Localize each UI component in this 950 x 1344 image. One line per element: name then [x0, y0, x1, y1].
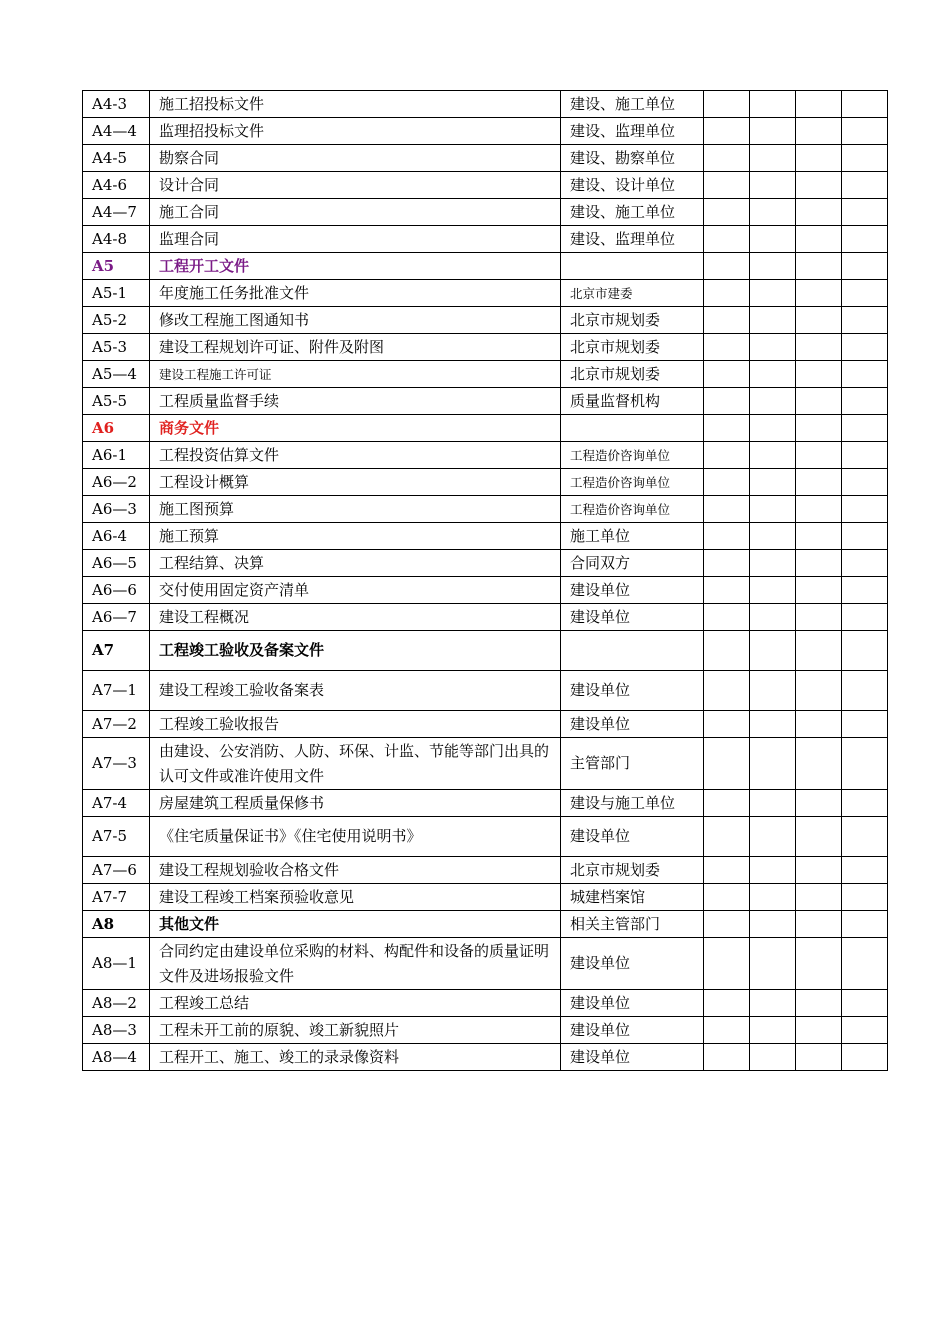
responsible-unit: 建设单位	[561, 938, 704, 990]
file-title: 修改工程施工图通知书	[150, 307, 561, 334]
blank-cell	[842, 884, 888, 911]
blank-cell	[704, 711, 750, 738]
file-code: A8—1	[83, 938, 150, 990]
responsible-unit: 北京市规划委	[561, 361, 704, 388]
file-code: A6—6	[83, 577, 150, 604]
blank-cell	[704, 671, 750, 711]
blank-cell	[750, 415, 796, 442]
blank-cell	[704, 307, 750, 334]
file-title: 建设工程竣工验收备案表	[150, 671, 561, 711]
file-code: A7—1	[83, 671, 150, 711]
responsible-unit: 相关主管部门	[561, 911, 704, 938]
blank-cell	[842, 671, 888, 711]
file-title: 建设工程规划许可证、附件及附图	[150, 334, 561, 361]
table-row	[83, 280, 888, 307]
blank-cell	[704, 790, 750, 817]
table-row	[83, 631, 888, 671]
blank-cell	[842, 226, 888, 253]
blank-cell	[750, 361, 796, 388]
responsible-unit	[561, 415, 704, 442]
table-row	[83, 415, 888, 442]
table-row	[83, 911, 888, 938]
table-row	[83, 790, 888, 817]
blank-cell	[842, 199, 888, 226]
blank-cell	[750, 550, 796, 577]
responsible-unit: 建设单位	[561, 817, 704, 857]
file-title: 施工图预算	[150, 496, 561, 523]
blank-cell	[750, 884, 796, 911]
file-title: 施工合同	[150, 199, 561, 226]
blank-cell	[750, 226, 796, 253]
table-row	[83, 226, 888, 253]
file-title: 建设工程竣工档案预验收意见	[150, 884, 561, 911]
blank-cell	[796, 280, 842, 307]
blank-cell	[704, 253, 750, 280]
blank-cell	[750, 334, 796, 361]
blank-cell	[842, 604, 888, 631]
file-code: A6—7	[83, 604, 150, 631]
file-code: A6-4	[83, 523, 150, 550]
blank-cell	[704, 334, 750, 361]
file-code: A7—6	[83, 857, 150, 884]
file-title: 设计合同	[150, 172, 561, 199]
table-row	[83, 817, 888, 857]
file-code: A4-8	[83, 226, 150, 253]
file-title: 监理合同	[150, 226, 561, 253]
file-code: A4-6	[83, 172, 150, 199]
blank-cell	[796, 1044, 842, 1071]
blank-cell	[796, 523, 842, 550]
table-row	[83, 496, 888, 523]
blank-cell	[750, 523, 796, 550]
file-title: 工程结算、决算	[150, 550, 561, 577]
blank-cell	[750, 738, 796, 790]
blank-cell	[704, 388, 750, 415]
blank-cell	[704, 817, 750, 857]
table-row	[83, 118, 888, 145]
file-title: 由建设、公安消防、人防、环保、计监、节能等部门出具的认可文件或准许使用文件	[150, 738, 561, 790]
file-code: A7-4	[83, 790, 150, 817]
blank-cell	[750, 577, 796, 604]
blank-cell	[704, 604, 750, 631]
blank-cell	[796, 884, 842, 911]
blank-cell	[704, 911, 750, 938]
file-title: 工程竣工总结	[150, 990, 561, 1017]
blank-cell	[842, 280, 888, 307]
blank-cell	[796, 334, 842, 361]
file-code: A4-3	[83, 91, 150, 118]
blank-cell	[796, 631, 842, 671]
table-row	[83, 550, 888, 577]
responsible-unit: 合同双方	[561, 550, 704, 577]
blank-cell	[704, 577, 750, 604]
blank-cell	[796, 496, 842, 523]
blank-cell	[704, 631, 750, 671]
archive-file-table	[82, 90, 888, 1071]
blank-cell	[796, 857, 842, 884]
file-code: A7-5	[83, 817, 150, 857]
table-row	[83, 388, 888, 415]
blank-cell	[750, 199, 796, 226]
blank-cell	[704, 145, 750, 172]
file-code: A6—2	[83, 469, 150, 496]
responsible-unit: 工程造价咨询单位	[561, 442, 704, 469]
blank-cell	[704, 280, 750, 307]
blank-cell	[842, 172, 888, 199]
blank-cell	[796, 738, 842, 790]
blank-cell	[704, 415, 750, 442]
blank-cell	[842, 790, 888, 817]
blank-cell	[842, 938, 888, 990]
file-code: A5-2	[83, 307, 150, 334]
file-title: 其他文件	[150, 911, 561, 938]
blank-cell	[750, 388, 796, 415]
file-title: 监理招投标文件	[150, 118, 561, 145]
blank-cell	[796, 711, 842, 738]
file-code: A6—3	[83, 496, 150, 523]
table-row	[83, 990, 888, 1017]
responsible-unit: 质量监督机构	[561, 388, 704, 415]
file-title: 勘察合同	[150, 145, 561, 172]
responsible-unit: 工程造价咨询单位	[561, 469, 704, 496]
blank-cell	[704, 361, 750, 388]
blank-cell	[750, 469, 796, 496]
table-row	[83, 884, 888, 911]
blank-cell	[750, 496, 796, 523]
responsible-unit: 建设、设计单位	[561, 172, 704, 199]
blank-cell	[750, 631, 796, 671]
blank-cell	[796, 469, 842, 496]
table-row	[83, 711, 888, 738]
blank-cell	[796, 118, 842, 145]
table-row	[83, 334, 888, 361]
file-title: 工程开工、施工、竣工的录录像资料	[150, 1044, 561, 1071]
blank-cell	[796, 1017, 842, 1044]
blank-cell	[796, 199, 842, 226]
file-title: 建设工程施工许可证	[150, 361, 561, 388]
file-code: A5-3	[83, 334, 150, 361]
blank-cell	[842, 334, 888, 361]
file-title: 建设工程规划验收合格文件	[150, 857, 561, 884]
blank-cell	[750, 307, 796, 334]
blank-cell	[842, 469, 888, 496]
responsible-unit: 建设单位	[561, 577, 704, 604]
blank-cell	[796, 307, 842, 334]
blank-cell	[842, 738, 888, 790]
blank-cell	[796, 817, 842, 857]
blank-cell	[750, 91, 796, 118]
blank-cell	[750, 253, 796, 280]
blank-cell	[750, 711, 796, 738]
blank-cell	[842, 361, 888, 388]
blank-cell	[704, 91, 750, 118]
blank-cell	[750, 1017, 796, 1044]
table-row	[83, 938, 888, 990]
responsible-unit: 建设单位	[561, 1044, 704, 1071]
table-row	[83, 577, 888, 604]
blank-cell	[842, 523, 888, 550]
file-title: 工程投资估算文件	[150, 442, 561, 469]
table-row	[83, 199, 888, 226]
responsible-unit: 北京市规划委	[561, 857, 704, 884]
blank-cell	[842, 550, 888, 577]
blank-cell	[796, 145, 842, 172]
table-row	[83, 307, 888, 334]
blank-cell	[704, 442, 750, 469]
blank-cell	[750, 857, 796, 884]
blank-cell	[796, 361, 842, 388]
blank-cell	[704, 938, 750, 990]
file-title: 工程开工文件	[150, 253, 561, 280]
file-title: 交付使用固定资产清单	[150, 577, 561, 604]
blank-cell	[796, 938, 842, 990]
file-title: 工程竣工验收及备案文件	[150, 631, 561, 671]
file-title: 房屋建筑工程质量保修书	[150, 790, 561, 817]
table-row	[83, 361, 888, 388]
file-code: A6-1	[83, 442, 150, 469]
blank-cell	[750, 911, 796, 938]
blank-cell	[796, 911, 842, 938]
table-row	[83, 738, 888, 790]
blank-cell	[796, 990, 842, 1017]
blank-cell	[842, 817, 888, 857]
blank-cell	[750, 671, 796, 711]
file-title: 商务文件	[150, 415, 561, 442]
blank-cell	[704, 1044, 750, 1071]
blank-cell	[842, 388, 888, 415]
file-title: 施工招投标文件	[150, 91, 561, 118]
table-row	[83, 469, 888, 496]
file-code: A7	[83, 631, 150, 671]
file-code: A5-1	[83, 280, 150, 307]
file-code: A8—2	[83, 990, 150, 1017]
table-row	[83, 91, 888, 118]
table-row	[83, 671, 888, 711]
blank-cell	[704, 884, 750, 911]
file-code: A8	[83, 911, 150, 938]
blank-cell	[750, 280, 796, 307]
table-row	[83, 1017, 888, 1044]
blank-cell	[796, 790, 842, 817]
blank-cell	[750, 172, 796, 199]
responsible-unit: 建设单位	[561, 990, 704, 1017]
responsible-unit: 建设、施工单位	[561, 91, 704, 118]
file-code: A4-5	[83, 145, 150, 172]
blank-cell	[796, 671, 842, 711]
file-code: A5	[83, 253, 150, 280]
blank-cell	[842, 145, 888, 172]
blank-cell	[750, 990, 796, 1017]
blank-cell	[842, 496, 888, 523]
blank-cell	[704, 118, 750, 145]
blank-cell	[842, 118, 888, 145]
file-code: A5-5	[83, 388, 150, 415]
blank-cell	[704, 1017, 750, 1044]
blank-cell	[796, 442, 842, 469]
responsible-unit: 建设单位	[561, 1017, 704, 1044]
blank-cell	[796, 604, 842, 631]
blank-cell	[796, 172, 842, 199]
file-title: 施工预算	[150, 523, 561, 550]
responsible-unit: 城建档案馆	[561, 884, 704, 911]
table-row	[83, 604, 888, 631]
responsible-unit: 主管部门	[561, 738, 704, 790]
blank-cell	[704, 172, 750, 199]
blank-cell	[750, 790, 796, 817]
blank-cell	[704, 226, 750, 253]
file-code: A5—4	[83, 361, 150, 388]
responsible-unit: 施工单位	[561, 523, 704, 550]
file-code: A7-7	[83, 884, 150, 911]
blank-cell	[796, 550, 842, 577]
blank-cell	[842, 990, 888, 1017]
responsible-unit: 建设与施工单位	[561, 790, 704, 817]
table-row	[83, 1044, 888, 1071]
responsible-unit: 建设单位	[561, 711, 704, 738]
table-row	[83, 442, 888, 469]
file-title: 合同约定由建设单位采购的材料、构配件和设备的质量证明文件及进场报验文件	[150, 938, 561, 990]
file-title: 工程质量监督手续	[150, 388, 561, 415]
responsible-unit: 建设、施工单位	[561, 199, 704, 226]
responsible-unit	[561, 631, 704, 671]
file-code: A7—3	[83, 738, 150, 790]
responsible-unit: 北京市规划委	[561, 334, 704, 361]
file-title: 工程竣工验收报告	[150, 711, 561, 738]
blank-cell	[796, 577, 842, 604]
blank-cell	[842, 577, 888, 604]
table-row	[83, 145, 888, 172]
blank-cell	[842, 631, 888, 671]
blank-cell	[750, 817, 796, 857]
blank-cell	[842, 1017, 888, 1044]
responsible-unit: 建设、勘察单位	[561, 145, 704, 172]
responsible-unit: 建设、监理单位	[561, 226, 704, 253]
responsible-unit: 工程造价咨询单位	[561, 496, 704, 523]
file-code: A4—7	[83, 199, 150, 226]
blank-cell	[750, 118, 796, 145]
blank-cell	[750, 604, 796, 631]
blank-cell	[750, 442, 796, 469]
file-code: A6—5	[83, 550, 150, 577]
responsible-unit: 建设、监理单位	[561, 118, 704, 145]
table-row	[83, 253, 888, 280]
blank-cell	[704, 496, 750, 523]
responsible-unit: 北京市规划委	[561, 307, 704, 334]
file-code: A8—3	[83, 1017, 150, 1044]
blank-cell	[842, 1044, 888, 1071]
file-title: 工程设计概算	[150, 469, 561, 496]
file-code: A8—4	[83, 1044, 150, 1071]
file-title: 工程未开工前的原貌、竣工新貌照片	[150, 1017, 561, 1044]
table-row	[83, 857, 888, 884]
blank-cell	[842, 857, 888, 884]
responsible-unit: 建设单位	[561, 604, 704, 631]
responsible-unit: 建设单位	[561, 671, 704, 711]
file-code: A6	[83, 415, 150, 442]
blank-cell	[704, 857, 750, 884]
blank-cell	[842, 253, 888, 280]
blank-cell	[796, 415, 842, 442]
table-row	[83, 523, 888, 550]
file-code: A4—4	[83, 118, 150, 145]
blank-cell	[704, 199, 750, 226]
file-code: A7—2	[83, 711, 150, 738]
responsible-unit: 北京市建委	[561, 280, 704, 307]
blank-cell	[796, 253, 842, 280]
blank-cell	[704, 523, 750, 550]
blank-cell	[704, 990, 750, 1017]
file-title: 《住宅质量保证书》《住宅使用说明书》	[150, 817, 561, 857]
blank-cell	[842, 415, 888, 442]
file-title: 建设工程概况	[150, 604, 561, 631]
blank-cell	[796, 388, 842, 415]
blank-cell	[842, 442, 888, 469]
blank-cell	[704, 738, 750, 790]
table-row	[83, 172, 888, 199]
responsible-unit	[561, 253, 704, 280]
blank-cell	[842, 911, 888, 938]
blank-cell	[842, 307, 888, 334]
blank-cell	[750, 1044, 796, 1071]
blank-cell	[796, 226, 842, 253]
blank-cell	[842, 91, 888, 118]
blank-cell	[704, 469, 750, 496]
blank-cell	[750, 938, 796, 990]
blank-cell	[750, 145, 796, 172]
blank-cell	[796, 91, 842, 118]
blank-cell	[842, 711, 888, 738]
file-title: 年度施工任务批准文件	[150, 280, 561, 307]
blank-cell	[704, 550, 750, 577]
